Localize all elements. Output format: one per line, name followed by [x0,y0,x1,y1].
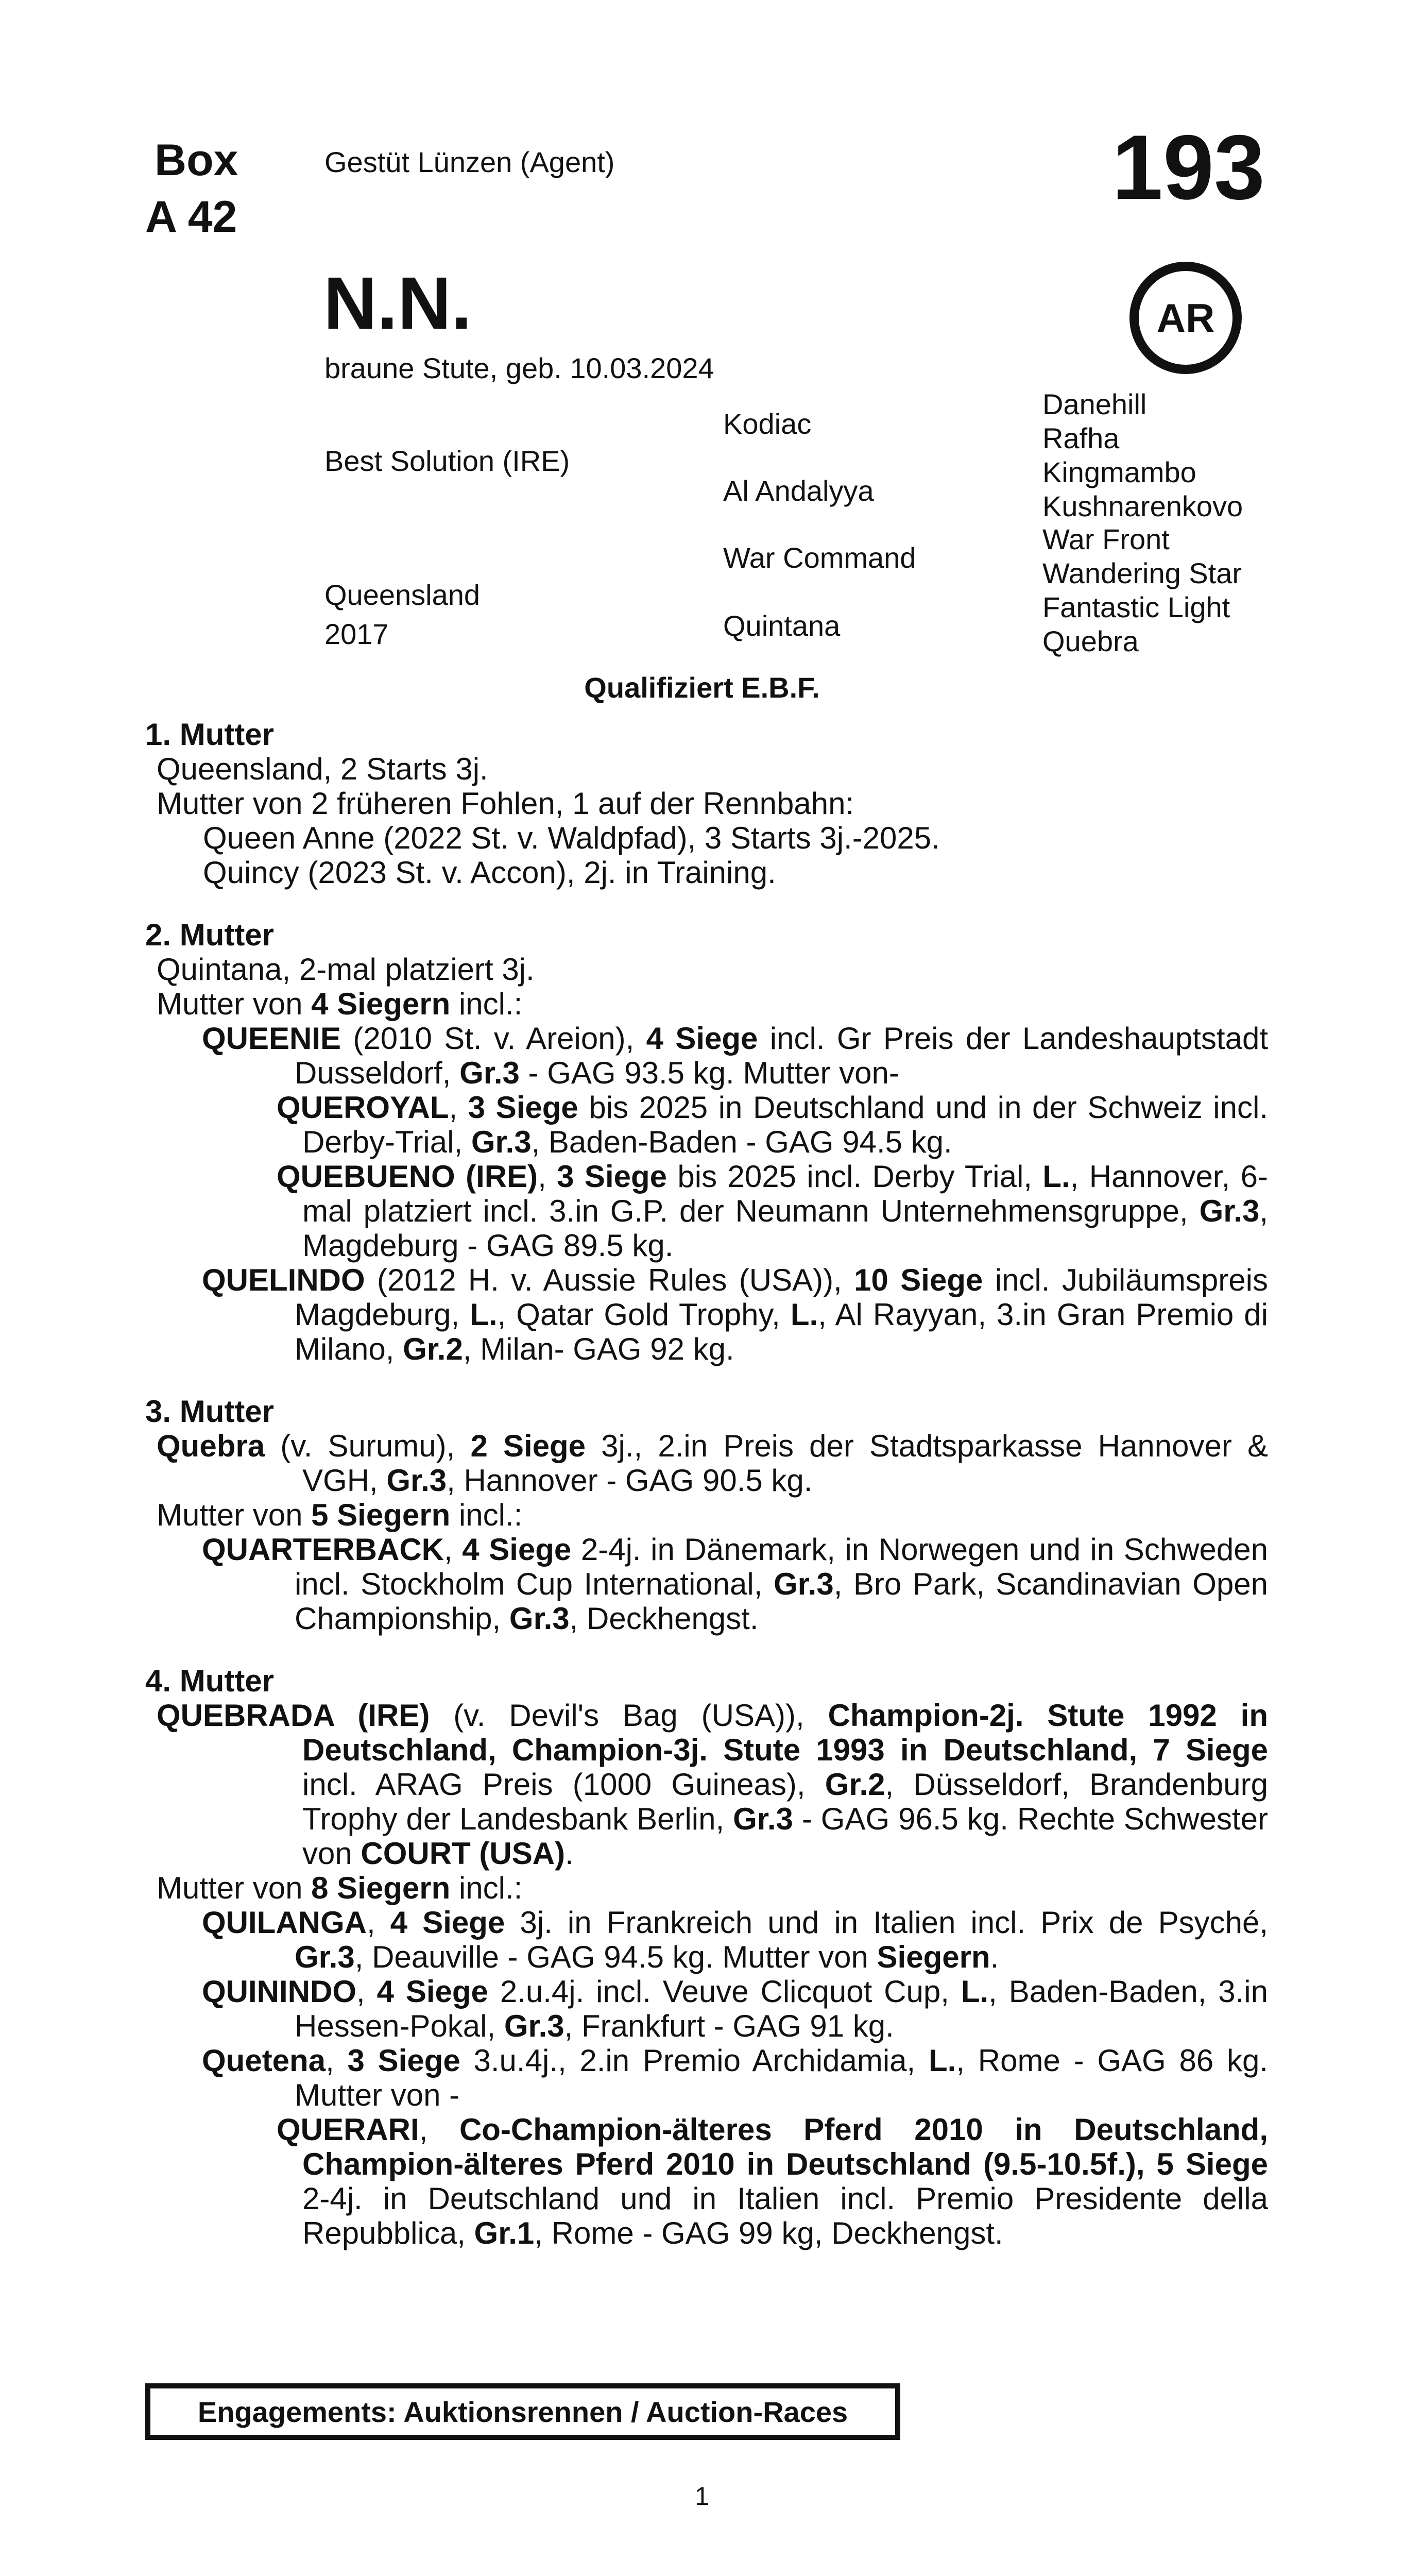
pedigree-dam-year: 2017 [324,618,389,650]
horse-name: N.N. [323,262,472,345]
third-dam-winners: Mutter von 5 Siegern incl.: [157,1498,523,1532]
page-number: 1 [695,2482,709,2511]
produce-entry-quebrada: QUEBRADA (IRE) (v. Devil's Bag (USA)), Champion-2j. Stute 1992 in Deutschland, Champion-3j. Stute 1993 in Deutschland, 7 Siege incl. ARAG Preis (1000 Guineas), Gr.2, Düsseldorf, Brandenburg Trophy der Landesbank Berlin, Gr.3 - GAG 96.5 kg. Rechte Schwester von COURT (USA). [157,1698,1269,1871]
produce-entry-quarterback: QUARTERBACK, 4 Siege 2-4j. in Dänemark, in Norwegen und in Schweden incl. Stockholm Cup International, Gr.3, Bro Park, Scandinavian Open Championship, Gr.3, Deckhengst. [202,1532,1268,1636]
box-number: A 42 [145,192,237,242]
horse-description: braune Stute, geb. 10.03.2024 [324,352,714,384]
pedigree-gen3: Kushnarenkovo [1042,490,1243,522]
produce-entry-querari: QUERARI, Co-Champion-älteres Pferd 2010 in Deutschland, Champion-älteres Pferd 2010 in Deutschland (9.5-10.5f.), 5 Siege 2-4j. in Deutschland und in Italien incl. Premio Presidente della Repubblica, Gr.1, Rome - GAG 99 kg, Deckhengst. [277,2112,1269,2250]
lot-number: 193 [1112,116,1265,218]
foal-entry: Quincy (2023 St. v. Accon), 2j. in Training. [203,855,776,890]
pedigree-gen3: Quebra [1042,625,1139,657]
produce-entry-quelindo: QUELINDO (2012 H. v. Aussie Rules (USA)), 10 Siege incl. Jubiläumspreis Magdeburg, L., Qatar Gold Trophy, L., Al Rayyan, 3.in Gran Premio di Milano, Gr.2, Milan- GAG 92 kg. [202,1263,1268,1366]
first-dam-line: Mutter von 2 früheren Fohlen, 1 auf der Rennbahn: [157,786,854,821]
qualification: Qualifiziert E.B.F. [584,671,820,704]
fourth-dam-winners: Mutter von 8 Siegern incl.: [157,1871,523,1905]
pedigree-gen3: Rafha [1042,422,1120,454]
pedigree-gen2: Quintana [723,609,841,642]
third-dam-heading: 3. Mutter [145,1394,275,1429]
first-dam-line: Queensland, 2 Starts 3j. [157,752,488,786]
produce-entry-quebra: Quebra (v. Surumu), 2 Siege 3j., 2.in Preis der Stadtsparkasse Hannover & VGH, Gr.3, Hannover - GAG 90.5 kg. [157,1429,1268,1498]
ar-badge: AR [1129,262,1242,374]
pedigree-gen3: Fantastic Light [1042,591,1230,623]
produce-entry-queenie: QUEENIE (2010 St. v. Areion), 4 Siege incl. Gr Preis der Landeshauptstadt Dusseldorf, Gr.3 - GAG 93.5 kg. Mutter von- [202,1021,1268,1090]
pedigree-gen3: Kingmambo [1042,456,1196,488]
first-dam-heading: 1. Mutter [145,717,275,752]
produce-entry-quetena: Quetena, 3 Siege 3.u.4j., 2.in Premio Archidamia, L., Rome - GAG 86 kg. Mutter von - [202,2043,1269,2112]
produce-entry-quilanga: QUILANGA, 4 Siege 3j. in Frankreich und in Italien incl. Prix de Psyché, Gr.3, Deauville - GAG 94.5 kg. Mutter von Siegern. [202,1905,1268,1974]
pedigree-dam: Queensland [324,579,481,611]
second-dam-heading: 2. Mutter [145,918,275,952]
agent: Gestüt Lünzen (Agent) [324,146,615,178]
second-dam-winners: Mutter von 4 Siegern incl.: [157,987,523,1021]
produce-entry-quebueno: QUEBUENO (IRE), 3 Siege bis 2025 incl. Derby Trial, L., Hannover, 6-mal platziert incl. 3.in G.P. der Neumann Unternehmensgruppe, Gr.3, Magdeburg - GAG 89.5 kg. [277,1159,1269,1263]
family-text [145,717,1268,2250]
fourth-dam-heading: 4. Mutter [145,1664,275,1698]
pedigree-gen2: War Command [723,541,916,574]
pedigree-gen3: War Front [1042,523,1170,555]
foal-entry: Queen Anne (2022 St. v. Waldpfad), 3 Starts 3j.-2025. [203,821,940,855]
pedigree-gen2: Al Andalyya [723,474,874,507]
box-label: Box [155,135,238,185]
pedigree-gen2: Kodiac [723,408,812,440]
engagements-box: Engagements: Auktionsrennen / Auction-Races [145,2383,900,2440]
pedigree-gen3: Wandering Star [1042,557,1242,589]
produce-entry-quinindo: QUININDO, 4 Siege 2.u.4j. incl. Veuve Clicquot Cup, L., Baden-Baden, 3.in Hessen-Pokal, Gr.3, Frankfurt - GAG 91 kg. [202,1974,1269,2043]
pedigree-sire: Best Solution (IRE) [324,445,570,477]
second-dam-line: Quintana, 2-mal platziert 3j. [157,952,535,987]
produce-entry-queroyal: QUEROYAL, 3 Siege bis 2025 in Deutschland und in der Schweiz incl. Derby-Trial, Gr.3, Baden-Baden - GAG 94.5 kg. [277,1090,1269,1159]
pedigree-gen3: Danehill [1042,388,1147,420]
